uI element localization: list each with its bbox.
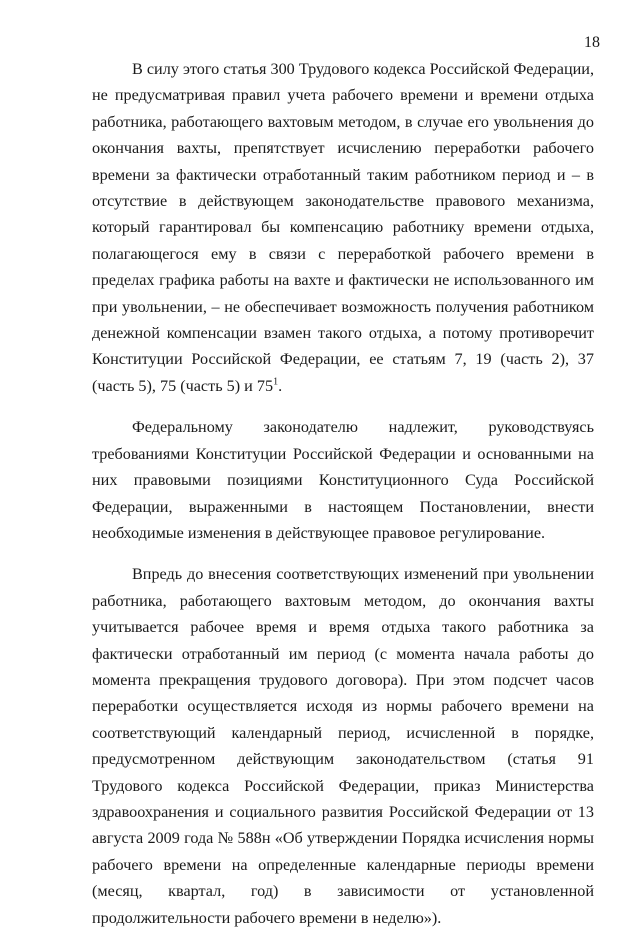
- paragraph-2: Федеральному законодателю надлежит, руководствуясь требованиями Конституции Российской Федерации и основанными на них правовыми позициями Конституционного Суда Российской Федерации, выраженными в настоящем Постановлении, внести необходимые изменения в действующее правовое регулирование.: [92, 418, 594, 542]
- paragraph-3: Впредь до внесения соответствующих изменений при увольнении работника, работающего вахтовым методом, до окончания вахты учитывается рабочее время и время отдыха такого работника за фактически отработанный им период (с момента начала работы до момента прекращения трудового договора). При этом подсчет часов переработки осуществляется исходя из нормы рабочего времени на соответствующий календарный период, исчисленной в порядке, предусмотренном действующим законодательством (статья 91 Трудового кодекса Российской Федерации, приказ Министерства здравоохранения и социального развития Российской Федерации от 13 августа 2009 года № 588н «Об утверждении Порядка исчисления нормы рабочего времени на определенные календарные периоды времени (месяц, квартал, год) в зависимости от установленной продолжительности рабочего времени в неделю»).: [92, 565, 594, 927]
- document-body: [92, 56, 594, 931]
- paragraph-1: [92, 56, 594, 399]
- footnote-superscript: 1: [273, 376, 279, 388]
- paragraph-1-text: В силу этого статья 300 Трудового кодекса Российской Федерации, не предусматривая правил учета рабочего времени и времени отдыха работника, работающего вахтовым методом, в случае его увольнения до окончания вахты, препятствует исчислению переработки рабочего времени за фактически отработанный таким работником период и – в отсутствие в действующем законодательстве правового механизма, который гарантировал бы компенсацию работнику времени отдыха, полагающегося ему в связи с переработкой рабочего времени в пределах графика работы на вахте и фактически не использованного им при увольнении, – не обеспечивает возможность получения работником денежной компенсации взамен такого отдыха, а потому противоречит Конституции Российской Федерации, ее статьям 7, 19 (часть 2), 37 (часть 5), 75 (часть 5) и 75: [92, 60, 594, 395]
- page-number: 18: [584, 34, 600, 51]
- paragraph-1-tail: .: [278, 376, 283, 395]
